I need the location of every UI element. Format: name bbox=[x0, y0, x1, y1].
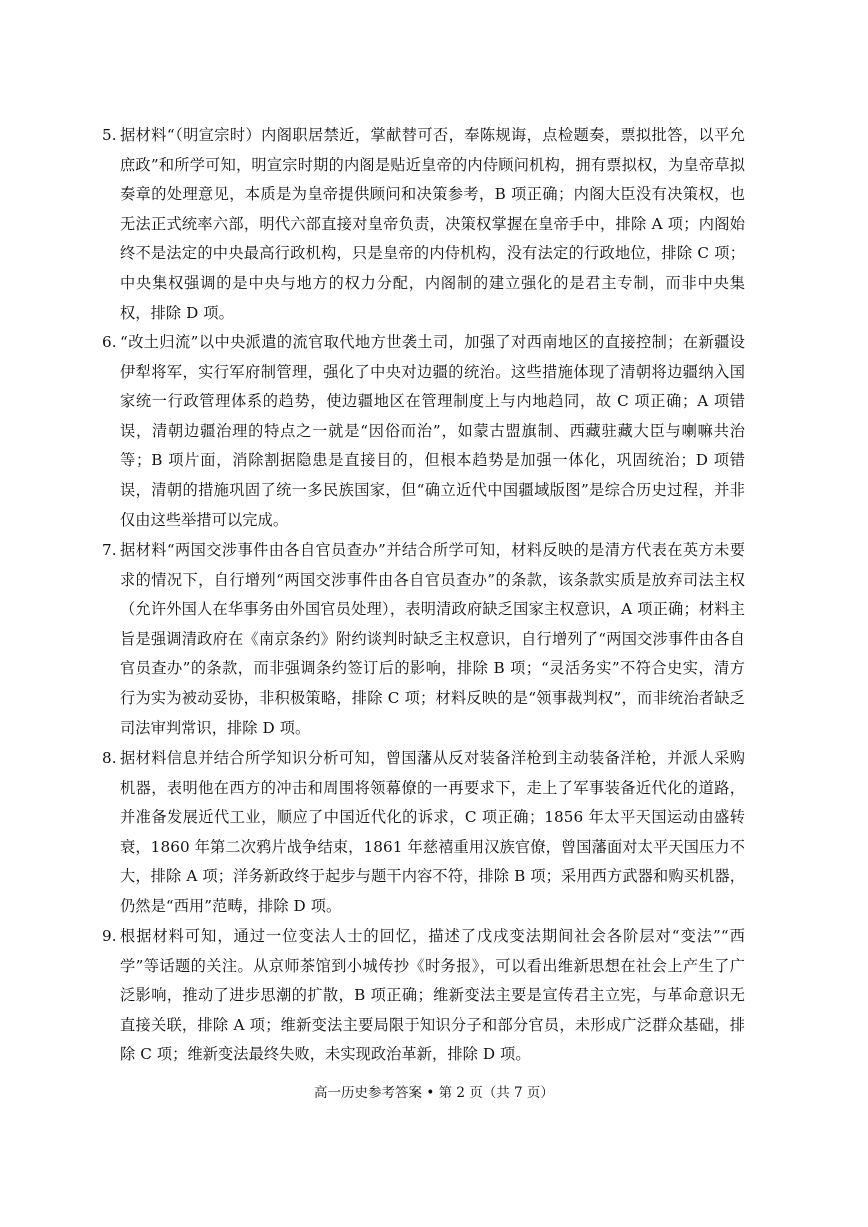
answer-number: 7. bbox=[102, 541, 117, 559]
answer-item-8 bbox=[102, 744, 745, 922]
answer-number: 8. bbox=[102, 749, 117, 767]
answer-item-5 bbox=[102, 121, 745, 328]
answer-number: 9. bbox=[102, 927, 117, 945]
answer-number: 5. bbox=[102, 126, 117, 144]
answer-item-7 bbox=[102, 536, 745, 743]
answer-text: 根据材料可知，通过一位变法人士的回忆，描述了戊戌变法期间社会各阶层对“变法”“西学”等话题的关注。从京师茶馆到小城传抄《时务报》，可以看出维新思想在社会上产生了广泛影响，推动了进步思潮的扩散，B 项正确；维新变法主要是宣传君主立宪，与革命意识无直接关联，排除 A 项；维新变法主要局限于知识分子和部分官员，未形成广泛群众基础，排除 C 项；维新变法最终失败，未实现政治革新，排除 D 项。 bbox=[120, 927, 745, 1064]
page-footer: 高一历史参考答案 • 第 2 页（共 7 页） bbox=[314, 1085, 554, 1101]
answer-text: “改土归流”以中央派遣的流官取代地方世袭土司，加强了对西南地区的直接控制；在新疆设伊犁将军，实行军府制管理，强化了中央对边疆的统治。这些措施体现了清朝将边疆纳入国家统一行政管理体系的趋势，使边疆地区在管理制度上与内地趋同，故 C 项正确；A 项错误，清朝边疆治理的特点之一就是“因俗而治”，如蒙古盟旗制、西藏驻藏大臣与喇嘛共治等；B 项片面，消除割据隐患是直接目的，但根本趋势是加强一体化，巩固统治；D 项错误，清朝的措施巩固了统一多民族国家，但“确立近代中国疆域版图”是综合历史过程，并非仅由这些举措可以完成。 bbox=[120, 333, 745, 529]
answer-number: 6. bbox=[102, 333, 117, 351]
answer-text: 据材料“两国交涉事件由各自官员查办”并结合所学可知，材料反映的是清方代表在英方未要求的情况下，自行增列“两国交涉事件由各自官员查办”的条款，该条款实质是放弃司法主权（允许外国人在华事务由外国官员处理），表明清政府缺乏国家主权意识，A 项正确；材料主旨是强调清政府在《南京条约》附约谈判时缺乏主权意识，自行增列了“两国交涉事件由各自官员查办”的条款，而非强调条约签订后的影响，排除 B 项；“灵活务实”不符合史实，清方行为实为被动妥协，非积极策略，排除 C 项；材料反映的是“领事裁判权”，而非统治者缺乏司法审判常识，排除 D 项。 bbox=[120, 541, 745, 737]
answer-item-9 bbox=[102, 922, 745, 1070]
answer-text: 据材料信息并结合所学知识分析可知，曾国藩从反对装备洋枪到主动装备洋枪，并派人采购机器，表明他在西方的冲击和周围将领幕僚的一再要求下，走上了军事装备近代化的道路，并准备发展近代工业，顺应了中国近代化的诉求，C 项正确；1856 年太平天国运动由盛转衰，1860 年第二次鸦片战争结束，1861 年慈禧重用汉族官僚，曾国藩面对太平天国压力不大，排除 A 项；洋务新政终于起步与题干内容不符，排除 B 项；采用西方武器和购买机器，仍然是“西用”范畴，排除 D 项。 bbox=[120, 749, 745, 915]
answer-item-6 bbox=[102, 328, 745, 535]
answer-text: 据材料“（明宣宗时）内阁职居禁近，掌献替可否，奉陈规诲，点检题奏，票拟批答，以平允庶政”和所学可知，明宣宗时期的内阁是贴近皇帝的内侍顾问机构，拥有票拟权，为皇帝草拟奏章的处理意见，本质是为皇帝提供顾问和决策参考，B 项正确；内阁大臣没有决策权，也无法正式统率六部，明代六部直接对皇帝负责，决策权掌握在皇帝手中，排除 A 项；内阁始终不是法定的中央最高行政机构，只是皇帝的内侍机构，没有法定的行政地位，排除 C 项；中央集权强调的是中央与地方的权力分配，内阁制的建立强化的是君主专制，而非中央集权，排除 D 项。 bbox=[120, 126, 745, 322]
